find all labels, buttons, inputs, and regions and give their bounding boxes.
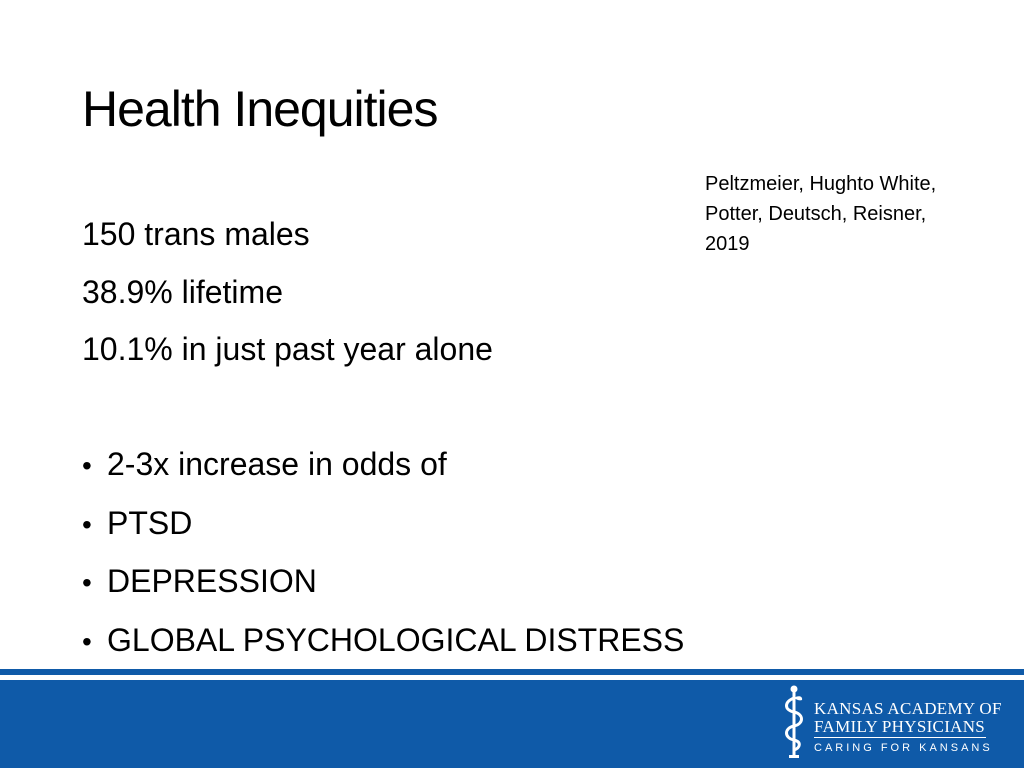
stat-line: 150 trans males xyxy=(82,216,310,252)
bullet-item xyxy=(82,612,684,671)
citation-line: Peltzmeier, Hughto White, xyxy=(705,173,937,195)
logo-line-1: KANSAS ACADEMY OF xyxy=(814,699,1002,718)
citation-line: 2019 xyxy=(705,233,750,255)
bullet-text: GLOBAL PSYCHOLOGICAL DISTRESS xyxy=(107,621,685,658)
bullet-item xyxy=(82,495,684,554)
logo-wordmark xyxy=(814,700,1002,755)
logo-tagline: CARING FOR KANSANS xyxy=(814,742,993,754)
logo-divider xyxy=(814,737,986,738)
spacer xyxy=(82,379,684,437)
bullet-text: 2-3x increase in odds of xyxy=(107,446,447,482)
slide-body xyxy=(82,206,684,670)
bullet-icon: • xyxy=(82,567,92,598)
citation xyxy=(705,169,995,259)
bullet-item xyxy=(82,436,684,495)
bullet-text: PTSD xyxy=(107,504,193,541)
logo-line-2: FAMILY PHYSICIANS xyxy=(814,717,986,736)
stat-line: 10.1% in just past year alone xyxy=(82,331,493,367)
bullet-icon: • xyxy=(82,450,92,481)
stat-line: 38.9% lifetime xyxy=(82,273,283,310)
bullet-item xyxy=(82,553,684,612)
slide-title: Health Inequities xyxy=(82,81,438,137)
bullet-icon: • xyxy=(82,625,92,657)
kafp-logo xyxy=(778,684,1008,762)
citation-line: Potter, Deutsch, Reisner, xyxy=(705,203,927,225)
caduceus-icon xyxy=(778,684,810,762)
bullet-icon: • xyxy=(82,508,92,540)
bullet-text: DEPRESSION xyxy=(107,563,317,599)
